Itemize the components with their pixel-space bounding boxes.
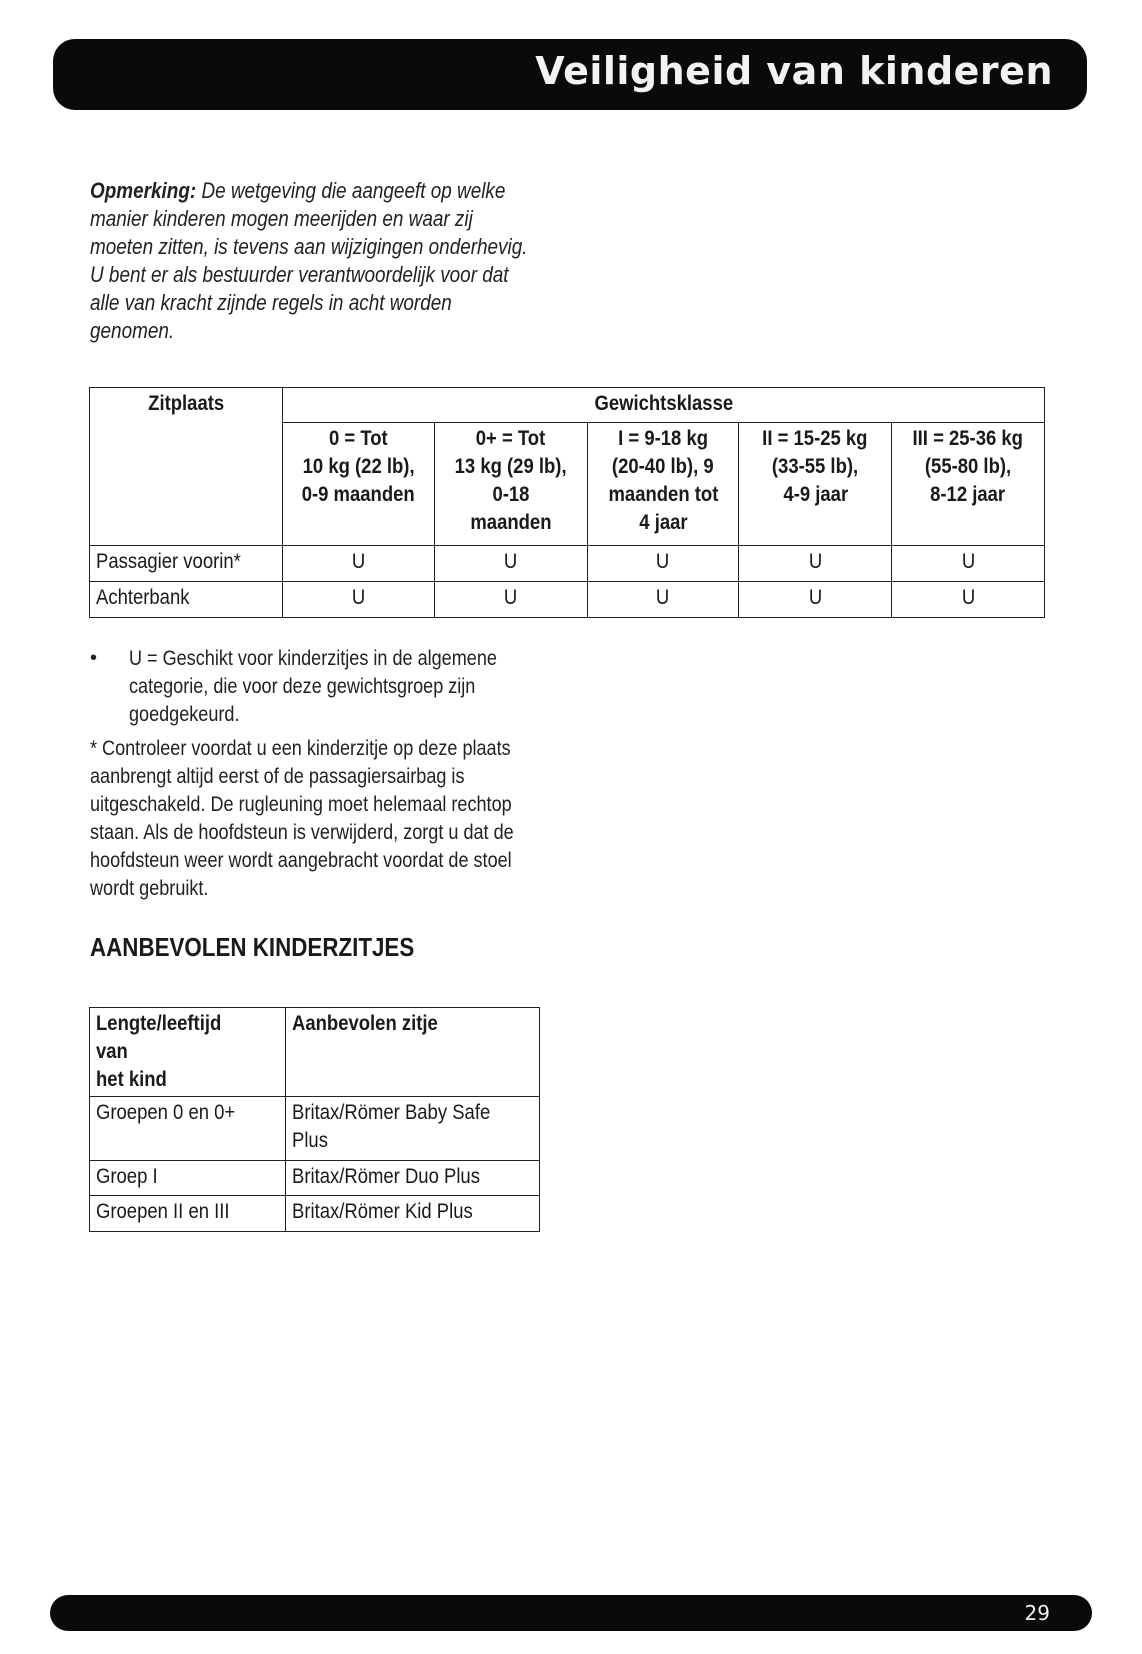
recommended-seats-table [89, 1007, 540, 1232]
page-title: Veiligheid van kinderen [535, 49, 1053, 93]
table-row [90, 582, 1045, 618]
value-cell: U [587, 546, 739, 582]
value-cell: U [587, 582, 739, 618]
table-header-weight-class: Gewichtsklasse [282, 388, 1044, 423]
footnote-line: uitgeschakeld. De rugleuning moet helemaal rechtop [90, 793, 512, 816]
note-line: alle van kracht zijnde regels in acht worden [90, 290, 452, 315]
note-line: moeten zitten, is tevens aan wijzigingen onderhevig. [90, 234, 528, 259]
footnote-line: aanbrengt altijd eerst of de passagiersairbag is [90, 765, 465, 788]
weight-class-header: III = 25-36 kg (55-80 lb), 8-12 jaar [892, 423, 1045, 546]
table-row [90, 1097, 540, 1161]
seat-cell: Britax/Römer Duo Plus [285, 1161, 539, 1196]
footer-bar [50, 1595, 1092, 1631]
note-line: U bent er als bestuurder verantwoordelijk voor dat [90, 262, 509, 287]
note-label: Opmerking: [90, 178, 197, 203]
section-heading: AANBEVOLEN KINDERZITJES [90, 932, 415, 962]
footnote-line: hoofdsteun weer wordt aangebracht voordat de stoel [90, 849, 512, 872]
note-block [90, 177, 599, 345]
table-row [90, 1161, 540, 1196]
table-row [90, 546, 1045, 582]
note-line: genomen. [90, 318, 175, 343]
table-header-age: Lengte/leeftijd van het kind [90, 1008, 286, 1097]
weight-class-header: I = 9-18 kg (20-40 lb), 9 maanden tot 4 jaar [587, 423, 739, 546]
header-bar [53, 39, 1087, 110]
note-line: manier kinderen mogen meerijden en waar zij [90, 206, 473, 231]
weight-class-header: II = 15-25 kg (33-55 lb), 4-9 jaar [739, 423, 892, 546]
seat-cell: Achterbank [90, 582, 283, 618]
table-header-seat: Zitplaats [90, 388, 283, 546]
group-cell: Groepen II en III [90, 1196, 286, 1232]
group-cell: Groep I [90, 1161, 286, 1196]
footnote-line: * Controleer voordat u een kinderzitje op deze plaats [90, 737, 511, 760]
weight-class-table [89, 387, 1045, 618]
seat-cell: Britax/Römer Kid Plus [285, 1196, 539, 1232]
bullet-line: goedgekeurd. [129, 703, 240, 726]
footnote-line: staan. Als de hoofdsteun is verwijderd, zorgt u dat de [90, 821, 514, 844]
table-header-row [90, 1008, 540, 1097]
bullet-line: U = Geschikt voor kinderzitjes in de algemene [129, 647, 497, 670]
weight-class-header: 0 = Tot 10 kg (22 lb), 0-9 maanden [282, 423, 434, 546]
page-number: 29 [1024, 1601, 1050, 1625]
note-line: De wetgeving die aangeeft op welke [196, 178, 506, 203]
bullet-icon: • [90, 647, 98, 669]
group-cell: Groepen 0 en 0+ [90, 1097, 286, 1161]
table-header-seat: Aanbevolen zitje [285, 1008, 539, 1097]
footnote-paragraph [90, 735, 560, 903]
value-cell: U [282, 582, 434, 618]
seat-cell: Britax/Römer Baby Safe Plus [285, 1097, 539, 1161]
table-row [90, 1196, 540, 1232]
value-cell: U [282, 546, 434, 582]
value-cell: U [434, 546, 587, 582]
bullet-line: categorie, die voor deze gewichtsgroep zijn [129, 675, 476, 698]
value-cell: U [892, 546, 1045, 582]
seat-cell: Passagier voorin* [90, 546, 283, 582]
weight-class-header: 0+ = Tot 13 kg (29 lb), 0-18 maanden [434, 423, 587, 546]
value-cell: U [739, 582, 892, 618]
value-cell: U [739, 546, 892, 582]
value-cell: U [892, 582, 1045, 618]
value-cell: U [434, 582, 587, 618]
footnote-line: wordt gebruikt. [90, 877, 209, 900]
